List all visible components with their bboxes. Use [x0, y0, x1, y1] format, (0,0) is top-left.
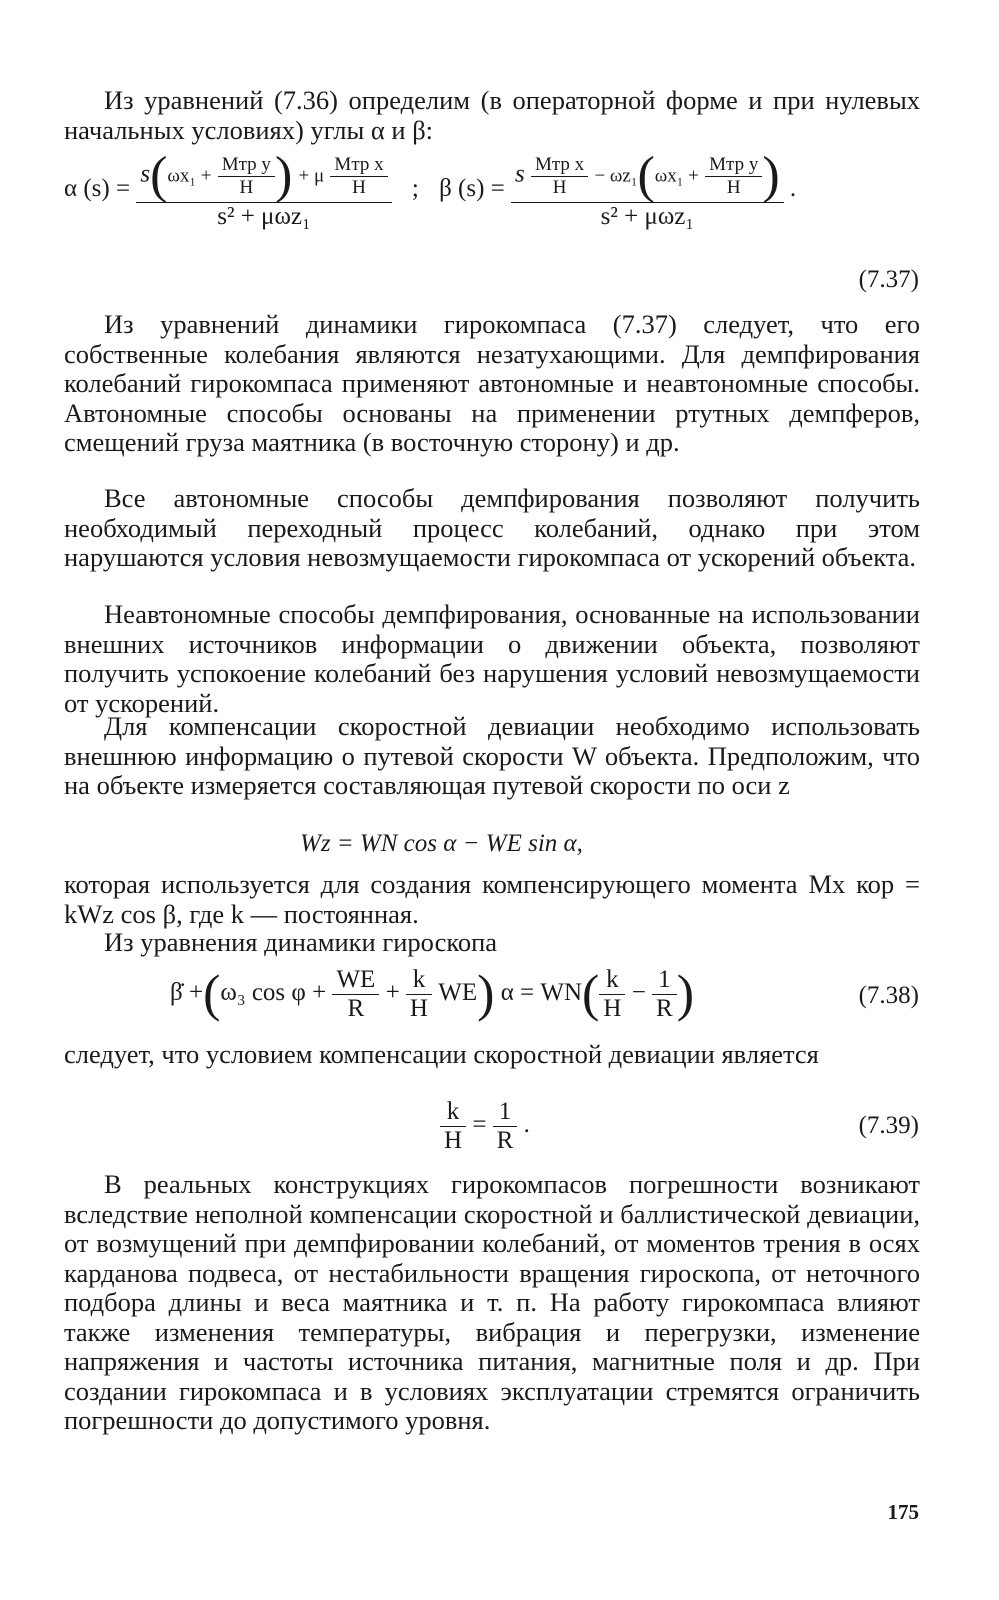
beta-numerator: s $\frac{\text{Mтр x}}{H}$ − ωz₁(ωx₁ + $\frac{\text{Mтр y}}{H}$ ): [515, 147, 780, 204]
k-over-h: [406, 966, 432, 1023]
equals: =: [472, 1111, 487, 1139]
k-over-h: [599, 966, 625, 1023]
beta-denominator: s² + μωz₁: [511, 202, 784, 231]
mtr-x: Mтр x: [334, 153, 384, 175]
k: k: [446, 1098, 460, 1125]
mtr-x: Mтр x: [535, 153, 585, 175]
mtr-x-over-h: [330, 154, 387, 199]
equation-number-7-37: (7.37): [858, 266, 919, 293]
r: R: [332, 994, 379, 1023]
equation-7-38: β̇ +(ω₃ cos φ + $\frac{WE}{R}$ + $\frac{k}{H}$ WE) α = WN( $\frac{k}{H}$ − $\frac{1}{R}$ ): [170, 965, 695, 1023]
period: .: [789, 175, 797, 203]
h: H: [440, 1126, 466, 1155]
equation-7-39: [440, 1098, 530, 1155]
plus: +: [385, 979, 400, 1007]
equation-wz: Wz = WN cos α − WE sin α,: [300, 830, 583, 857]
beta-lhs: β (s) =: [439, 175, 505, 203]
minus: −: [631, 979, 646, 1007]
mtr-y: Mтр y: [221, 153, 271, 175]
mtr-y-over-h: [705, 154, 762, 199]
one-over-r: [652, 966, 677, 1023]
one-over-r: [493, 1098, 518, 1155]
h: H: [406, 994, 432, 1023]
paragraph-3: Неавтономные способы демпфирования, основанные на использовании внешних источников информации о движении объекта, позволяют получить успокоение колебаний без нарушения условий невозмущаемости от ускорений.: [64, 599, 920, 718]
we: WE: [438, 979, 478, 1007]
s-var: s: [515, 160, 525, 188]
beta-dot: β̇ +: [170, 979, 204, 1007]
plus-mu: + μ: [298, 165, 325, 187]
paragraph-4: Для компенсации скоростной девиации необходимо использовать внешнюю информацию о путевой скорости W объекта. Предположим, что на объекте измеряется составляющая путевой скорости по оси z: [64, 711, 920, 800]
alpha-lhs: α (s) =: [64, 175, 131, 203]
paragraph-6: Из уравнения динамики гироскопа: [104, 927, 498, 957]
beta-fraction: [511, 147, 784, 231]
omega-x1: ωx₁ +: [167, 165, 212, 187]
h-den: H: [531, 176, 588, 199]
h: H: [599, 994, 625, 1023]
paragraph-8: В реальных конструкциях гирокомпасов погрешности возникают вследствие неполной компенсации скоростной и баллистической девиации, от возмущений при демпфировании колебаний, от моментов трения в осях карданова подвеса, от нестабильности вращения гироскопа, от неточного подбора длины и веса маятника и т. п. На работу гирокомпаса влияют также изменения температуры, вибрация и перегрузки, изменение напряжения и частоты источника питания, магнитные поля и др. При создании гирокомпаса и в условиях эксплуатации стремятся ограничить погрешности до допустимого уровня.: [64, 1169, 920, 1435]
page-number: 175: [887, 1500, 919, 1524]
equation-number-7-38: (7.38): [858, 982, 919, 1009]
h-den: H: [330, 176, 387, 199]
mtr-y-over-h: [218, 154, 275, 199]
alpha-denominator: s² + μωz₁: [136, 202, 391, 231]
omega-x1: ωx₁ +: [654, 165, 699, 187]
mtr-y: Mтр y: [709, 153, 759, 175]
r: R: [652, 994, 677, 1023]
paragraph-5: которая используется для создания компенсирующего момента Mx кор = kWz cos β, где k — постоянная.: [64, 869, 920, 929]
k: k: [412, 966, 426, 993]
we: WE: [336, 966, 376, 993]
h-den: H: [705, 176, 762, 199]
alpha-eq-wn: α = WN: [500, 979, 583, 1007]
mtr-x-over-h: [531, 154, 588, 199]
alpha-fraction: [136, 147, 391, 231]
h-den: H: [218, 176, 275, 199]
paragraph-2: Все автономные способы демпфирования позволяют получить необходимый переходный процесс колебаний, однако при этом нарушаются условия невозмущаемости гирокомпаса от ускорений объекта.: [64, 483, 920, 572]
one: 1: [498, 1098, 512, 1125]
k-over-h: [440, 1098, 466, 1155]
r: R: [493, 1126, 518, 1155]
equation-number-7-39: (7.39): [858, 1112, 919, 1139]
paragraph-7: следует, что условием компенсации скоростной девиации является: [64, 1039, 819, 1069]
period: .: [523, 1111, 530, 1139]
paragraph-1: Из уравнений динамики гирокомпаса (7.37) следует, что его собственные колебания являются незатухающими. Для демпфирования колебаний гирокомпаса применяют автономные и неавтономные способы. Автономные способы основаны на применении ртутных демпферов, смещений груза маятника (в восточную сторону) и др.: [64, 309, 920, 457]
s-var: s: [140, 160, 151, 188]
one: 1: [658, 966, 671, 993]
equation-7-37: [64, 147, 797, 231]
alpha-numerator: s(ωx₁ + $\frac{\text{Mтр y}}{H}$ ) + μ $\frac{\text{Mтр x}}{H}$: [136, 150, 391, 202]
separator: ;: [411, 175, 419, 203]
omega-cos-phi: ω₃ cos φ +: [220, 979, 327, 1007]
minus-omega-z1: − ωz₁: [594, 165, 638, 187]
intro-paragraph: Из уравнений (7.36) определим (в операторной форме и при нулевых начальных условиях) углы α и β:: [64, 85, 920, 145]
we-over-r: [332, 966, 379, 1023]
k: k: [606, 966, 619, 993]
